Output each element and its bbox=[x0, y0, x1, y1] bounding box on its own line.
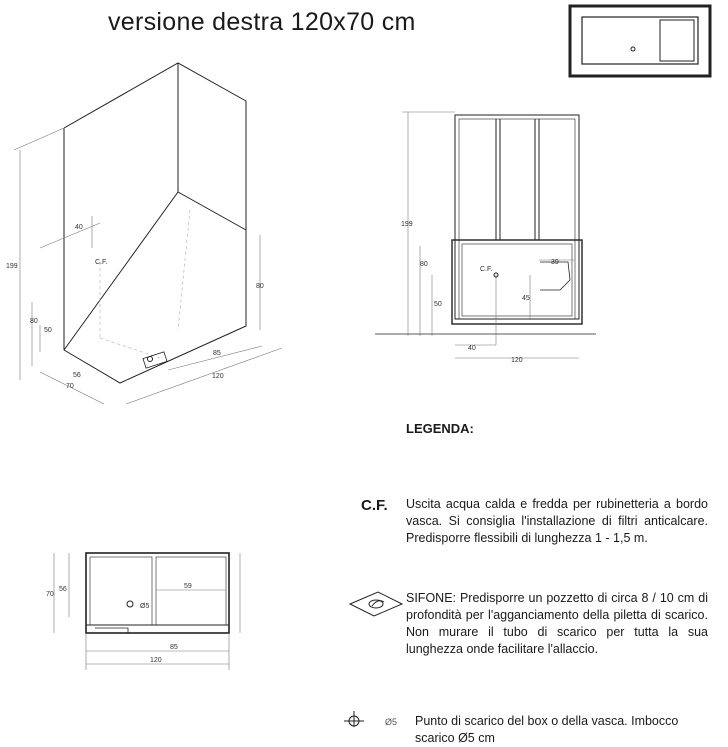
front-height-label: 199 bbox=[401, 221, 413, 228]
front-h50: 50 bbox=[434, 301, 442, 308]
front-w40: 40 bbox=[468, 345, 476, 352]
iso-cf-offset: 40 bbox=[75, 224, 83, 231]
iso-height-label: 199 bbox=[6, 263, 18, 270]
iso-h80: 80 bbox=[30, 318, 38, 325]
front-view bbox=[375, 112, 596, 358]
plan-d56: 56 bbox=[59, 586, 67, 593]
drain-point-description: Punto di scarico del box o della vasca. Imbocco scarico Ø5 cm bbox=[415, 714, 679, 745]
plan-d70: 70 bbox=[46, 591, 54, 598]
tub-thumbnail bbox=[570, 6, 710, 76]
front-h80: 80 bbox=[420, 261, 428, 268]
front-cf-label: C.F. bbox=[480, 266, 493, 273]
page-title: versione destra 120x70 cm bbox=[108, 8, 416, 36]
plan-w85: 85 bbox=[170, 644, 178, 651]
iso-depth56: 56 bbox=[73, 372, 81, 379]
iso-right-h80: 80 bbox=[256, 283, 264, 290]
plan-w59: 59 bbox=[184, 583, 192, 590]
isometric-view bbox=[14, 63, 282, 404]
iso-cf-label: C.F. bbox=[95, 259, 108, 266]
drain-point-key: Ø5 bbox=[385, 717, 398, 727]
cf-description: Uscita acqua calda e fredda per rubinetteria a bordo vasca. Si consiglia l'installazione di filtri anticalcare. Predisporre flessibili di lunghezza 1 - 1,5 m. bbox=[406, 497, 708, 545]
plan-drain: Ø5 bbox=[140, 603, 150, 610]
front-w120: 120 bbox=[511, 357, 523, 364]
front-seat39: 39 bbox=[551, 259, 559, 266]
legend-title: LEGENDA: bbox=[406, 421, 474, 436]
iso-width120: 120 bbox=[212, 373, 224, 380]
iso-depth70: 70 bbox=[66, 383, 74, 390]
iso-width85: 85 bbox=[213, 350, 221, 357]
drain-point-icon bbox=[344, 711, 364, 727]
front-seat45: 45 bbox=[522, 295, 530, 302]
iso-h50: 50 bbox=[44, 327, 52, 334]
plan-view bbox=[54, 553, 240, 670]
plan-w120: 120 bbox=[150, 657, 162, 664]
sifone-icon bbox=[350, 592, 402, 616]
sifone-description: SIFONE: Predisporre un pozzetto di circa 8 / 10 cm di profondità per l'agganciamento della piletta di scarico. Non murare il tubo di scarico per tutta la sua lunghezza onde facilitare l'allaccio. bbox=[406, 591, 708, 656]
cf-key: C.F. bbox=[361, 497, 388, 514]
